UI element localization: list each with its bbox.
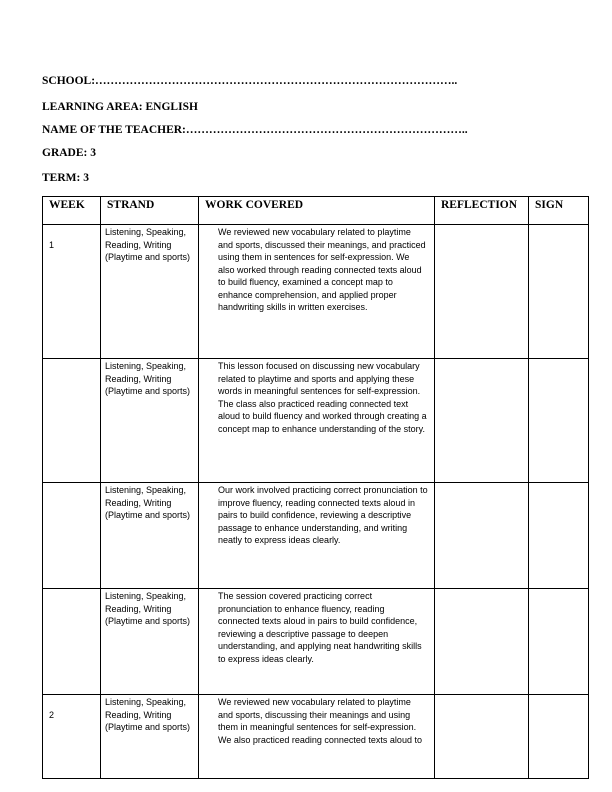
table-row (43, 483, 589, 589)
reflection-cell[interactable] (435, 589, 529, 695)
reflection-cell[interactable] (435, 359, 529, 483)
work-record-table (42, 196, 589, 779)
table-row (43, 589, 589, 695)
work-covered-cell: We reviewed new vocabulary related to playtime and sports, discussed their meanings, and practiced using them in sentences for self-expression. We also worked through reading connected texts aloud to build fluency, examined a concept map to enhance comprehension, and applied proper handwriting skills in written exercises. (199, 225, 435, 359)
sign-cell[interactable] (529, 483, 589, 589)
strand-cell: Listening, Speaking, Reading, Writing (Playtime and sports) (101, 695, 199, 779)
reflection-cell[interactable] (435, 225, 529, 359)
work-covered-header: WORK COVERED (199, 197, 435, 225)
sign-header: SIGN (529, 197, 589, 225)
strand-cell: Listening, Speaking, Reading, Writing (Playtime and sports) (101, 359, 199, 483)
strand-header: STRAND (101, 197, 199, 225)
reflection-cell[interactable] (435, 695, 529, 779)
strand-cell: Listening, Speaking, Reading, Writing (Playtime and sports) (101, 225, 199, 359)
work-covered-cell: Our work involved practicing correct pronunciation to improve fluency, reading connected texts aloud in pairs to build confidence, reviewing a descriptive passage to enhance understanding, and writing neatly to express ideas clearly. (199, 483, 435, 589)
week-cell (43, 483, 101, 589)
week-cell (43, 589, 101, 695)
strand-cell: Listening, Speaking, Reading, Writing (Playtime and sports) (101, 483, 199, 589)
table-header-row (43, 197, 589, 225)
week-header: WEEK (43, 197, 101, 225)
grade-label: GRADE: 3 (42, 147, 96, 159)
week-cell (43, 359, 101, 483)
reflection-header: REFLECTION (435, 197, 529, 225)
sign-cell[interactable] (529, 359, 589, 483)
week-cell: 1 (43, 225, 101, 359)
table-row (43, 225, 589, 359)
reflection-cell[interactable] (435, 483, 529, 589)
table-row (43, 359, 589, 483)
sign-cell[interactable] (529, 225, 589, 359)
school-field: SCHOOL:………………………………………………………………………………….. (42, 75, 458, 87)
work-covered-cell: This lesson focused on discussing new vocabulary related to playtime and sports and applying these words in meaningful sentences for self-expression. The class also practiced reading connected text aloud to build fluency and worked through creating a concept map to enhance understanding of the story. (199, 359, 435, 483)
work-covered-cell: The session covered practicing correct pronunciation to enhance fluency, reading connected texts aloud in pairs to build confidence, reviewing a descriptive passage to deepen understanding, and applying neat handwriting skills to express ideas clearly. (199, 589, 435, 695)
sign-cell[interactable] (529, 695, 589, 779)
term-label: TERM: 3 (42, 172, 89, 184)
work-covered-cell: We reviewed new vocabulary related to playtime and sports, discussing their meanings and using them in meaningful sentences for self-expression. We also practiced reading connected texts aloud to (199, 695, 435, 779)
teacher-name-field: NAME OF THE TEACHER:……………………………………………………………….. (42, 124, 468, 136)
table-row (43, 695, 589, 779)
week-cell: 2 (43, 695, 101, 779)
strand-cell: Listening, Speaking, Reading, Writing (Playtime and sports) (101, 589, 199, 695)
sign-cell[interactable] (529, 589, 589, 695)
learning-area: LEARNING AREA: ENGLISH (42, 101, 198, 113)
